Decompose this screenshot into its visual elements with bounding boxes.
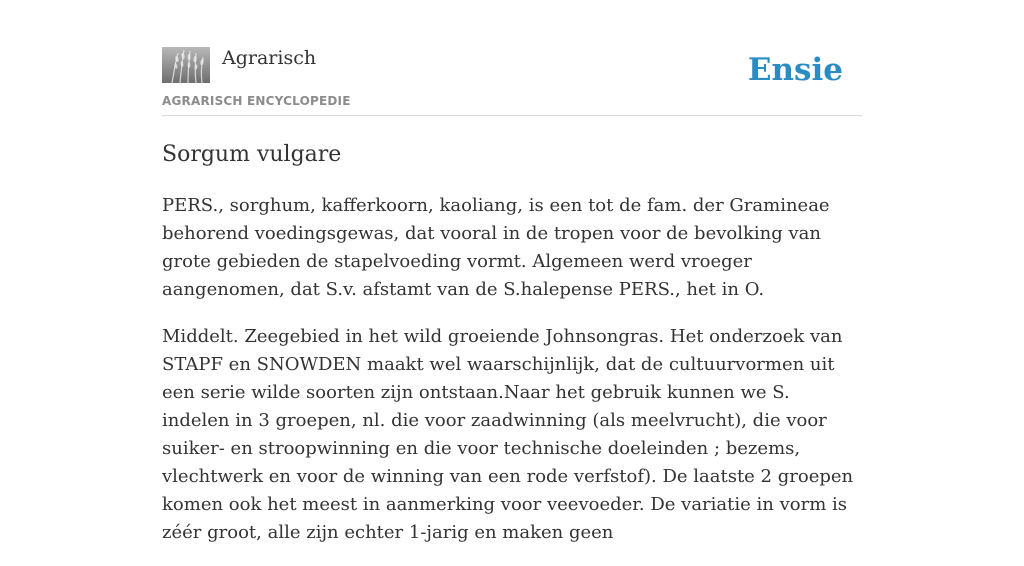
article-title: Sorgum vulgare <box>162 142 342 167</box>
site-name[interactable]: Agrarisch <box>222 47 317 69</box>
article-body <box>162 192 862 566</box>
article-paragraph: Middelt. Zeegebied in het wild groeiende Johnsongras. Het onderzoek van STAPF en SNOWDEN maakt wel waarschijnlijk, dat de cultuurvormen uit een serie wilde soorten zijn ontstaan.Naar het gebruik kunnen we S. indelen in 3 groepen, nl. die voor zaadwinning (als meelvrucht), die voor suiker- en stroopwinning en die voor technische doeleinden ; bezems, vlechtwerk en voor de winning van een rode verfstof). De laatste 2 groepen komen ook het meest in aanmerking voor veevoeder. De variatie in vorm is zéér groot, alle zijn echter 1-jarig en maken geen <box>162 326 854 543</box>
site-header <box>162 44 862 116</box>
article-paragraph: PERS., sorghum, kafferkoorn, kaoliang, is een tot de fam. der Gramineae behorend voedingsgewas, dat vooral in de tropen voor de bevolking van grote gebieden de stapelvoeding vormt. Algemeen werd vroeger aangenomen, dat S.v. afstamt van de S.halepense PERS., het in O. <box>162 195 830 300</box>
brand-logo-link[interactable]: Ensie <box>747 52 843 88</box>
site-subtitle: AGRARISCH ENCYCLOPEDIE <box>162 94 351 108</box>
wheat-icon[interactable] <box>162 47 210 83</box>
